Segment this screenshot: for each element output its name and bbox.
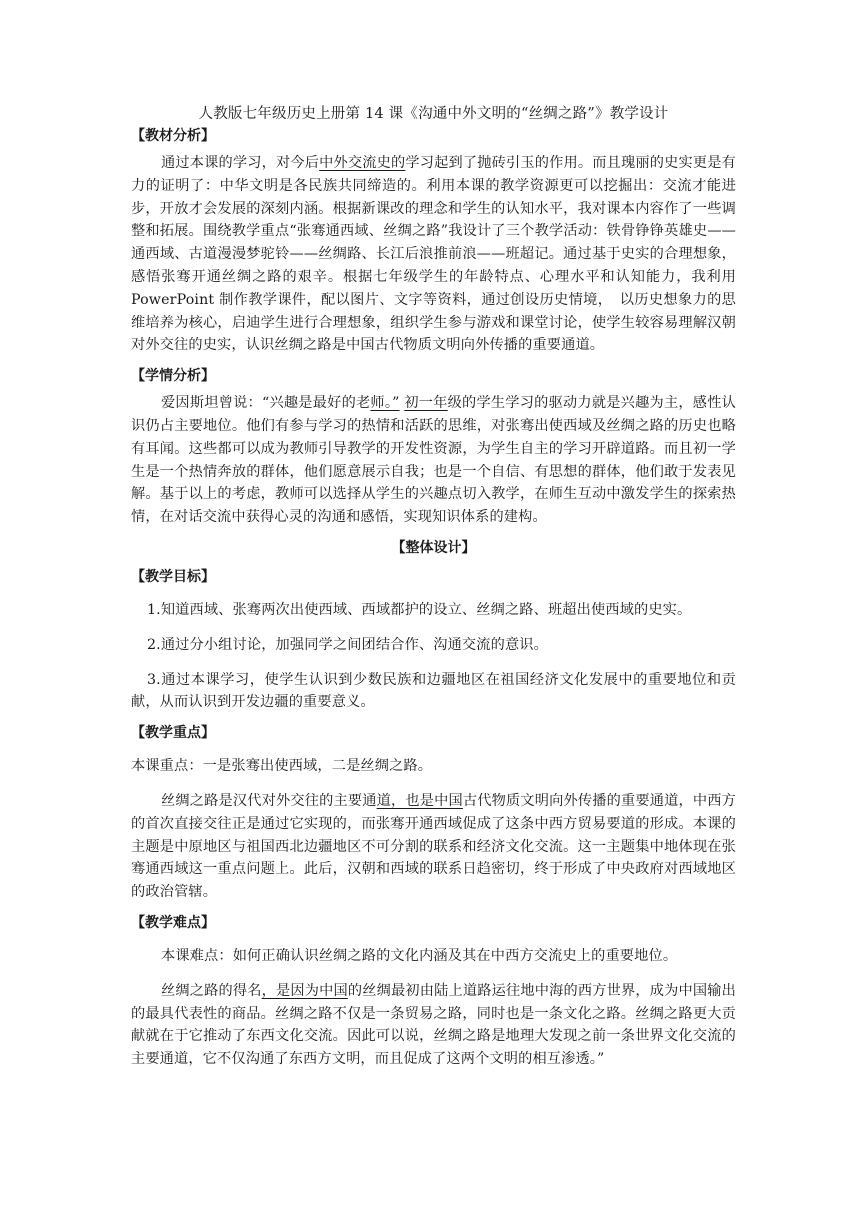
text-segment: 丝绸之路的得名 [161, 982, 262, 999]
underlined-link[interactable]: 初一年 [404, 395, 448, 412]
underlined-link[interactable]: 师。” [370, 395, 400, 412]
heading-difficult-points: 【教学难点】 [131, 914, 215, 931]
text-segment: 古代物质文明向外传播的重要通道，中西方的首次直接交往正是通过它实现的，而张骞开通西域促成了这条中西方贸易要道的形成。本课的主题是中原地区与祖国西北边疆地区不可分割的联系和经济文化交流。这一主题集中地体现在张骞通西域这一重点问题上。此后，汉朝和西域的联系日趋密切，终于形成了中央政府对西域地区的政治管辖。 [131, 792, 736, 901]
text-segment: 级的学生学习的驱动力就是兴趣为主，感性认识仍占主要地位。他们有参与学习的热情和活跃的思维，对张骞出使西域及丝绸之路的历史也略有耳闻。这些都可以成为教师引导教学的开发性资源，为学生自主的学习开辟道路。而且初一学生是一个热情奔放的群体，他们愿意展示自我；也是一个自信、有思想的群体，他们敢于发表见解。基于以上的考虑，教师可以选择从学生的兴趣点切入教学，在师生互动中激发学生的探索热情，在对话交流中获得心灵的沟通和感悟，实现知识体系的建构。 [131, 395, 736, 526]
heading-student-analysis: 【学情分析】 [131, 368, 215, 385]
text-segment: 爱因斯坦曾说：“兴趣是最好的老 [161, 395, 371, 412]
text-segment: 丝绸之路是汉代对外交往的主要通 [161, 792, 377, 809]
heading-textbook-analysis: 【教材分析】 [131, 128, 215, 144]
text-segment: 学习起到了抛砖引玉的作用。而且瑰丽的史实更是有力的证明了：中华文明是各民族共同缔造的。利用本课的教学资源更可以挖掘出：交流才能进步，开放才会发展的深刻内涵。根据新课改的理念和学生的认知水平，我对课本内容作了一些调整和拓展。围绕教学重点“张骞通西域、丝绸之路”我设计了三个教学活动：铁骨铮铮英雄史——通西域、古道漫漫梦驼铃——丝绸路、长江后浪推前浪——班超记。通过基于史实的合理想象，感悟张骞开通丝绸之路的艰辛。根据七年级学生的年龄特点、心理水平和认知能力，我利用 PowerPoint 制作教学课件，配以图片、文字等资料，通过创设历史情境， 以历史想象力的思维培养为核心，启迪学生进行合理想象，组织学生参与游戏和课堂讨论，使学生较容易理解汉朝对外交往的史实，认识丝绸之路是中国古代物质文明向外传播的重要通道。 [131, 155, 737, 354]
underlined-link[interactable]: 中外交流史的 [319, 155, 406, 171]
underlined-link[interactable]: 道，也是中国 [376, 792, 463, 809]
paragraph-key-points [131, 790, 736, 904]
goal-item-3: 3.通过本课学习，使学生认识到少数民族和边疆地区在祖国经济文化发展中的重要地位和贡献，从而认识到开发边疆的重要意义。 [131, 671, 736, 711]
text-segment: 的丝绸最初由陆上道路运往地中海的西方世界，成为中国输出的最具代表性的商品。丝绸之路不仅是一条贸易之路，同时也是一条文化之路。丝绸之路更大贡献就在于它推动了东西文化交流。因此可以说，丝绸之路是地理大发现之前一条世界文化交流的主要通道，它不仅沟通了东西方文明，而且促成了这两个文明的相互渗透。” [131, 982, 736, 1068]
goal-item-1: 1.知道西域、张骞两次出使西域、西域都护的设立、丝绸之路、班超出使西域的史实。 [147, 601, 692, 618]
heading-teaching-goals: 【教学目标】 [131, 568, 215, 585]
key-points-line: 本课重点：一是张骞出使西域，二是丝绸之路。 [131, 758, 433, 775]
paragraph-textbook-analysis [131, 152, 736, 357]
underlined-link[interactable]: ，是因为中国 [261, 982, 348, 999]
text-segment: 通过本课的学习，对今后 [161, 155, 320, 171]
paragraph-difficult-points [131, 980, 736, 1071]
goal-item-2: 2.通过分小组讨论，加强同学之间团结合作、沟通交流的意识。 [147, 636, 548, 653]
heading-overall-design: 【整体设计】 [391, 539, 476, 556]
difficult-points-line: 本课难点：如何正确认识丝绸之路的文化内涵及其在中西方交流史上的重要地位。 [161, 947, 678, 964]
document-page [131, 104, 736, 1071]
heading-key-points: 【教学重点】 [131, 725, 215, 742]
document-title: 人教版七年级历史上册第 14 课《沟通中外文明的“丝绸之路”》教学设计 [198, 106, 669, 122]
paragraph-student-analysis [131, 392, 736, 529]
